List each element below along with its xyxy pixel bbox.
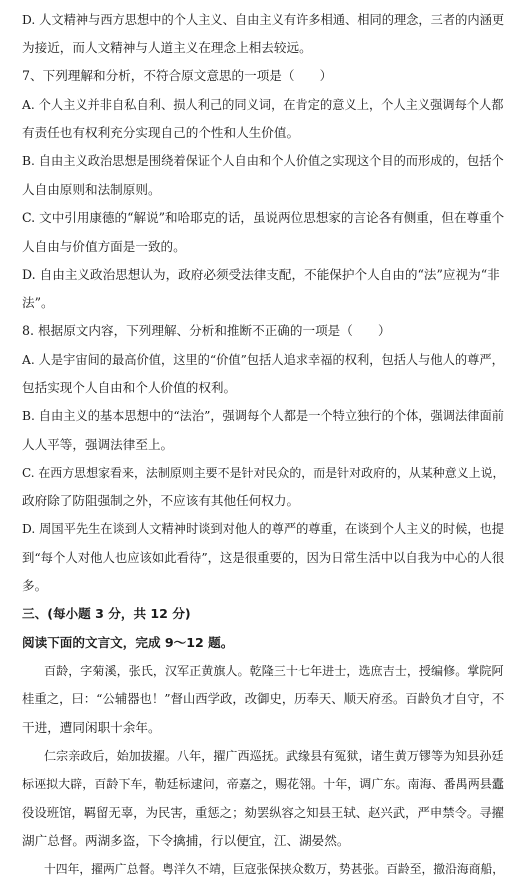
passage-line: 百龄，字菊溪，张氏，汉军正黄旗人。乾隆三十七年进士，选庶吉士，授编修。掌院阿 (44, 664, 504, 678)
text-line: B. 自由主义政治思想是围绕着保证个人自由和个人价值之实现这个目的而形成的，包括个 (22, 154, 504, 168)
passage-line: 桂重之，曰：“公辅器也！”督山西学政，改御史，历奉天、顺天府丞。百龄负才自守，不 (22, 692, 505, 706)
text-line: A. 个人主义并非自私自利、损人利己的同义词，在肯定的意义上，个人主义强调每个人都 (22, 98, 504, 112)
section-heading: 三、(每小题 3 分，共 12 分) (22, 606, 191, 621)
passage-line: 标诬拟大辟，百龄下车，勒廷标逮问，帝嘉之，赐花翎。十年，调广东。南海、番禺两县蠹 (22, 777, 504, 791)
text-line: B. 自由主义的基本思想中的“法治”，强调每个人都是一个特立独行的个体，强调法律面前 (22, 409, 504, 423)
text-line: 政府除了防阻强制之外，不应该有其他任何权力。 (22, 493, 300, 508)
text-line: D. 周国平先生在谈到人文精神时谈到对他人的尊严的尊重，在谈到个人主义的时候，也提 (22, 522, 505, 536)
passage-line: 十四年，擢两广总督。粤洋久不靖，巨寇张保挟众数万，势甚张。百龄至，撤沿海商船， (44, 862, 505, 876)
text-line: C. 文中引用康德的“解说”和哈耶克的话，虽说两位思想家的言论各有侧重，但在尊重个 (22, 210, 505, 225)
reading-instruction: 阅读下面的文言文，完成 9～12 题。 (22, 635, 234, 650)
text-line: D. 自由主义政治思想认为，政府必须受法律支配，不能保护个人自由的“法”应视为“非 (22, 267, 500, 282)
text-line: A. 人是宇宙间的最高价值，这里的“价值”包括人追求幸福的权利，包括人与他人的尊严， (22, 353, 504, 367)
text-line: 到“每个人对他人也应该如此看待”，这是很重要的，因为日常生活中以自我为中心的人很 (22, 551, 505, 565)
question-8-stem: 8. 根据原文内容，下列理解、分析和推断不正确的一项是（ ） (22, 323, 391, 338)
text-line: 为接近，而人文精神与人道主义在理念上相去较远。 (22, 40, 312, 55)
text-line: D. 人文精神与西方思想中的个人主义、自由主义有许多相通、相同的理念，三者的内涵更 (22, 13, 505, 27)
text-line: 有责任也有权利充分实现自己的个性和人生价值。 (22, 125, 300, 140)
text-line: 法”。 (22, 295, 54, 310)
passage-line: 役设班馆，羁留无辜，为民害，重惩之；劾罢纵容之知县王轼、赵兴武，严申禁令。寻擢 (22, 806, 505, 820)
passage-line: 仁宗亲政后，始加拔擢。八年，擢广西巡抚。武缘县有冤狱，诸生黄万镠等为知县孙廷 (44, 749, 504, 763)
question-7-stem: 7、下列理解和分析，不符合原文意思的一项是（ ） (22, 68, 333, 83)
text-line: 人自由原则和法制原则。 (22, 182, 161, 197)
text-line: 多。 (22, 578, 48, 593)
text-line: C. 在西方思想家看来，法制原则主要不是针对民众的，而是针对政府的，从某种意义上说， (22, 466, 505, 480)
passage-line: 干进，遭同闲职十余年。 (22, 720, 161, 735)
text-line: 包括实现个人自由和个人价值的权利。 (22, 380, 237, 395)
text-line: 人人平等，强调法律至上。 (22, 437, 174, 452)
text-line: 人自由与价值方面是一致的。 (22, 239, 186, 254)
passage-line: 湖广总督。两湖多盗，下令擒捕，行以便宜，江、湖晏然。 (22, 833, 350, 848)
